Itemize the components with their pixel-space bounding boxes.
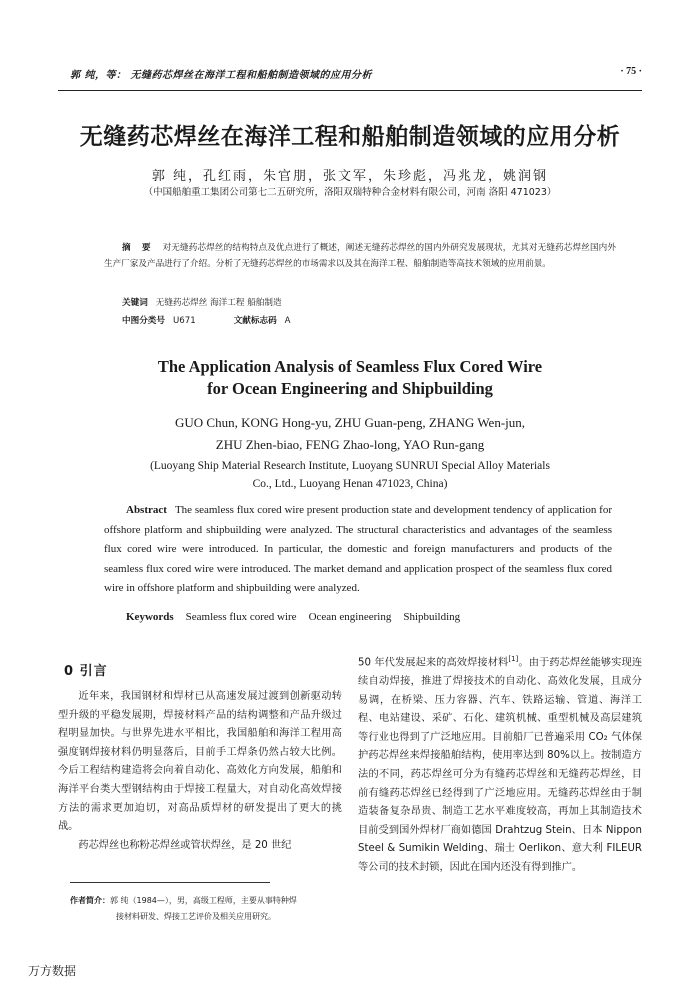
english-affiliation [0, 457, 700, 493]
english-keyword: Shipbuilding [403, 611, 461, 623]
chinese-authors: 郭 纯，孔红雨，朱官朋，张文军，朱珍彪，冯兆龙，姚润钢 [151, 169, 549, 184]
english-abstract-text: The seamless flux cored wire present production state and development tendency of application for offshore platform and shipbuilding were analyzed. The structural characteristics and advantages of the seamless flux cored wire were introduced. In particular, the domestic and foreign manufacturers and products of the seamless flux cored wire were introduced. The market demand and application prospect of the seamless flux cored wire in offshore platform and shipbuilding were analyzed. [104, 504, 612, 594]
english-abstract [104, 501, 612, 599]
section-heading: 0 引言 [64, 664, 108, 679]
chinese-abstract-text: 对无缝药芯焊丝的结构特点及优点进行了概述，阐述无缝药芯焊丝的国内外研究发展现状，尤其对无缝药芯焊丝国内外生产厂家及产品进行了介绍。分析了无缝药芯焊丝的市场需求以及其在海洋工程、船舶制造等高技术领域的应用前景。 [104, 243, 616, 269]
running-header-title: 郭 纯，等： 无缝药芯焊丝在海洋工程和船舶制造领域的应用分析 [70, 70, 372, 81]
body-paragraph: 药芯焊丝也称粉芯焊丝或管状焊丝，是 20 世纪 [78, 839, 292, 851]
chinese-abstract [104, 240, 616, 272]
english-abstract-label: Abstract [126, 504, 167, 516]
english-keyword: Ocean engineering [308, 611, 392, 623]
english-keywords [126, 611, 472, 623]
body-paragraph: 50 年代发展起来的高效焊接材料[1]。由于药芯焊丝能够实现连续自动焊接，推进了焊接技术的自动化、高效化发展，且成分易调，在桥梁、压力容器、汽车、铁路运输、管道、海洋工程、电站建设、采矿、石化、建筑机械、重型机械及高层建筑等行业也得到了广泛地应用。目前船厂已普遍采用 CO₂ 气体保护药芯焊丝来焊接船舶结构，使用率达到 80%以上。按制造方法的不同，药芯焊丝可分为有缝药芯焊丝和无缝药芯焊丝，目前有缝药芯焊丝已经得到了广泛地应用。无缝药芯焊丝由于制造装备复杂昂贵、制造工艺水平难度较高，再加上其制造技术目前受到国外焊材厂商如德国 Drahtzug Stein、日本 Nippon Steel & Sumikin Welding、瑞士 Oerlikon、意大利 FILEUR 等公司的技术封锁，因此在国内还没有得到推广。 [358, 655, 643, 873]
chinese-keywords [122, 296, 282, 308]
english-keyword: Seamless flux cored wire [185, 611, 297, 623]
chinese-title: 无缝药芯焊丝在海洋工程和船舶制造领域的应用分析 [79, 124, 621, 150]
english-keywords-label: Keywords [126, 611, 174, 623]
body-paragraph: 近年来，我国钢材和焊材已从高速发展过渡到创新驱动转型升级的平稳发展期，焊接材料产品的结构调整和产品升级过程明显加快。与世界先进水平相比，我国船舶和海洋工程用高强度钢焊接材料仍明显落后，目前手工焊条仍然占较大比例。今后工程结构建造将会向着自动化、高效化方向发展，船舶和海洋平台类大型钢结构由于焊接工程量大，对自动化高效焊接方法的需求更加迫切，对高品质焊材的研发提出了更大的挑战。 [58, 691, 342, 833]
english-affiliation-line-2: Co., Ltd., Luoyang Henan 471023, China) [252, 478, 448, 490]
running-header [70, 66, 642, 82]
english-authors-line-1: GUO Chun, KONG Hong-yu, ZHU Guan-peng, ZHANG Wen-jun, [174, 415, 526, 430]
footnote-line-2: 接材料研发、焊接工艺评价及相关应用研究。 [116, 912, 276, 921]
classification-label: 中图分类号 [122, 316, 165, 326]
header-divider [58, 90, 642, 91]
footnote-divider [70, 882, 270, 883]
english-authors-line-2: ZHU Zhen-biao, FENG Zhao-long, YAO Run-gang [215, 437, 485, 452]
author-footnote [70, 893, 348, 925]
english-title [0, 356, 700, 400]
page-number: · 75 · [620, 66, 642, 77]
classification-value: U671 [172, 316, 196, 326]
chinese-abstract-label: 摘 要 [122, 243, 155, 253]
english-title-line-2: for Ocean Engineering and Shipbuilding [207, 379, 493, 398]
classification-row [122, 314, 291, 326]
watermark: 万方数据 [28, 964, 77, 978]
english-title-line-1: The Application Analysis of Seamless Flux Cored Wire [157, 357, 543, 376]
doc-code-value: A [284, 316, 291, 326]
chinese-keywords-text: 无缝药芯焊丝 海洋工程 船舶制造 [155, 298, 282, 308]
doc-code-label: 文献标志码 [233, 316, 277, 326]
body-right-column [358, 650, 642, 878]
body-left-column [58, 688, 342, 855]
english-authors [0, 412, 700, 456]
english-affiliation-line-1: (Luoyang Ship Material Research Institute, Luoyang SUNRUI Special Alloy Materials [150, 460, 550, 472]
chinese-keywords-label: 关键词 [122, 298, 148, 308]
chinese-affiliation: （中国船舶重工集团公司第七二五研究所，洛阳双瑞特种合金材料有限公司，河南 洛阳 471023） [143, 187, 557, 198]
footnote-line-1: 郭 纯（1984—），男，高级工程师，主要从事特种焊 [110, 896, 297, 905]
footnote-label: 作者简介： [70, 896, 110, 905]
citation-ref: [1] [508, 655, 519, 663]
